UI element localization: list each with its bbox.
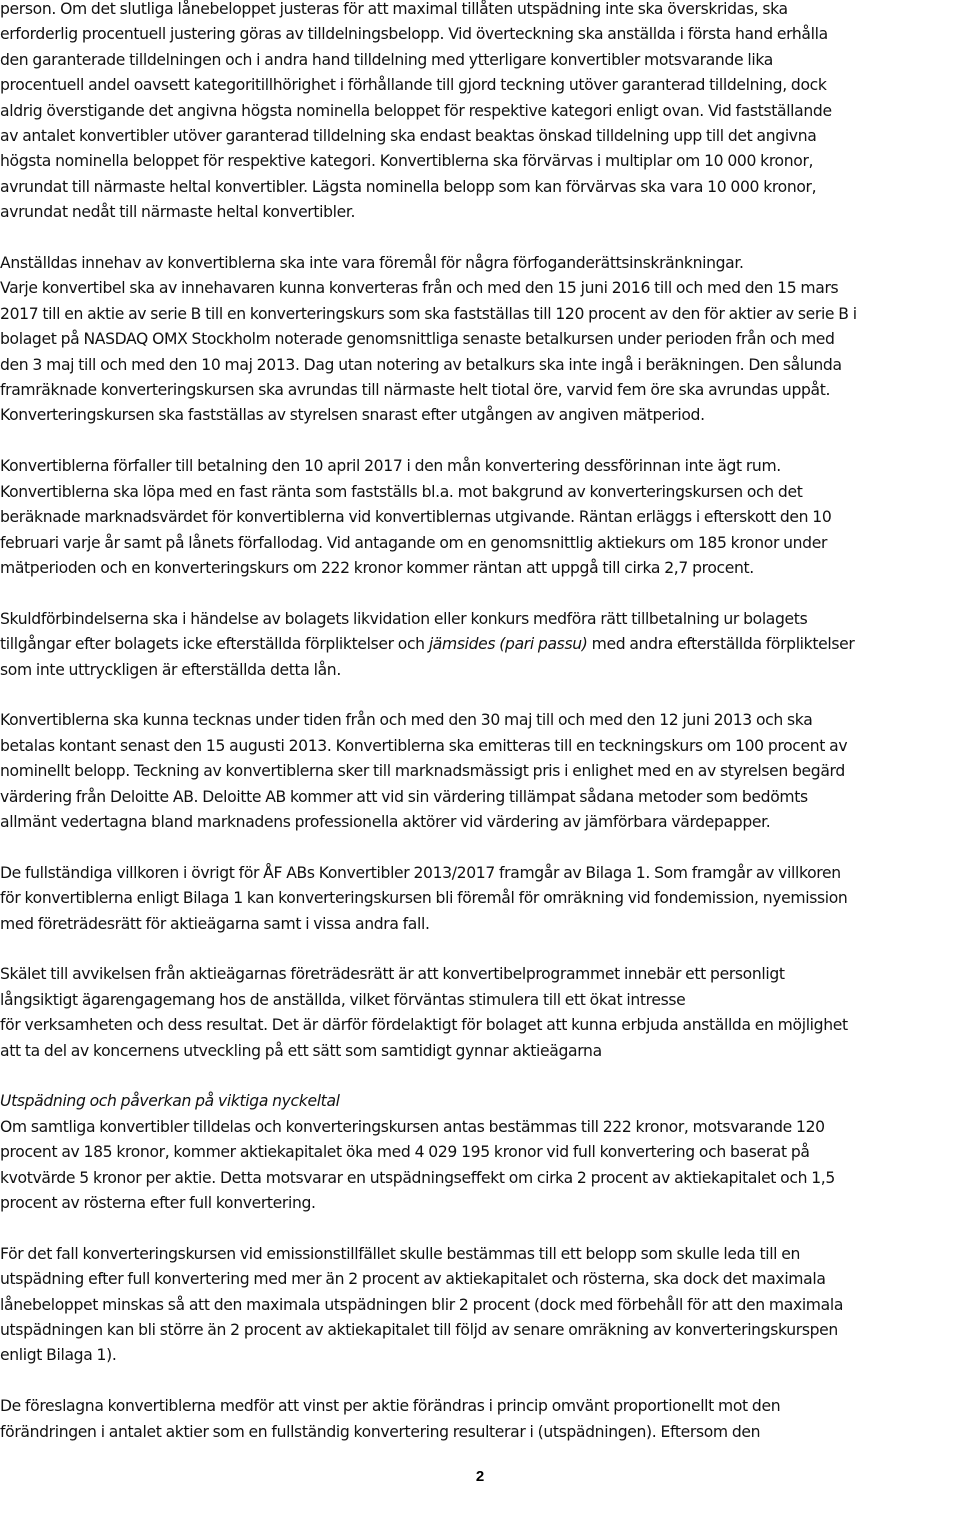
text-line: betalas kontant senast den 15 augusti 2013. Konvertiblerna ska emitteras till en teckningskurs om 100 procent av <box>0 736 848 755</box>
italic-phrase: jämsides (pari passu) <box>428 635 588 654</box>
paragraph-ranking <box>0 607 958 683</box>
text-line: bolaget på NASDAQ OMX Stockholm noterade genomsnittliga senaste betalkursen under perioden från och med <box>0 330 835 349</box>
text-line: att ta del av koncernens utveckling på ett sätt som samtidigt gynnar aktieägarna <box>0 1041 602 1060</box>
text-line: person. Om det slutliga lånebeloppet justeras för att maximal tillåten utspädning inte ska överskridas, ska <box>0 0 788 18</box>
text-line: med företrädesrätt för aktieägarna samt i vissa andra fall. <box>0 914 430 933</box>
text-line: långsiktigt ägarengagemang hos de anställda, vilket förväntas stimulera till ett ökat intresse <box>0 990 686 1009</box>
paragraph-rationale <box>0 962 958 1064</box>
paragraph-restrictions <box>0 251 958 276</box>
paragraph-conversion <box>0 276 958 428</box>
text-line: avrundat till närmaste heltal konvertibler. Lägsta nominella belopp som kan förvärvas ska vara 10 000 kronor, <box>0 177 817 196</box>
text-line: procent av 185 kronor, kommer aktiekapitalet öka med 4 029 195 kronor vid full konvertering och baserat på <box>0 1143 810 1162</box>
text-line: lånebeloppet minskas så att den maximala utspädningen blir 2 procent (dock med förbehåll för att den maximala <box>0 1295 844 1314</box>
paragraph-dilution-cap <box>0 1242 958 1369</box>
text-line: högsta nominella beloppet för respektive kategori. Konvertiblerna ska förvärvas i multiplar om 10 000 kronor, <box>0 152 814 171</box>
text-line: aldrig överstigande det angivna högsta nominella beloppet för respektive kategori enligt ovan. Vid fastställande <box>0 101 832 120</box>
text-segment: med andra efterställda förpliktelser <box>587 635 855 654</box>
text-line: För det fall konverteringskursen vid emissionstillfället skulle bestämmas till ett belopp som skulle leda till en <box>0 1244 801 1263</box>
text-line: enligt Bilaga 1). <box>0 1346 117 1365</box>
text-line: erforderlig procentuell justering göras av tilldelningsbelopp. Vid överteckning ska anställda i första hand erhålla <box>0 25 828 44</box>
section-heading <box>0 1089 958 1114</box>
text-line: De fullständiga villkoren i övrigt för ÅF ABs Konvertibler 2013/2017 framgår av Bilaga 1. Som framgår av villkoren <box>0 863 841 882</box>
text-line: avrundat nedåt till närmaste heltal konvertibler. <box>0 203 356 222</box>
paragraph-maturity <box>0 454 958 581</box>
text-line: De föreslagna konvertiblerna medför att vinst per aktie förändras i princip omvänt proportionellt mot den <box>0 1397 781 1416</box>
text-line: kvotvärde 5 kronor per aktie. Detta motsvarar en utspädningseffekt om cirka 2 procent av aktiekapitalet och 1,5 <box>0 1168 835 1187</box>
paragraph-subscription <box>0 708 958 835</box>
paragraph-terms <box>0 861 958 937</box>
text-line: den garanterade tilldelningen och i andra hand tilldelning med ytterligare konvertibler motsvarande lika <box>0 50 773 69</box>
text-line: värdering från Deloitte AB. Deloitte AB kommer att vid sin värdering tillämpat sådana metoder som bedömts <box>0 787 808 806</box>
text-line: av antalet konvertibler utöver garanterad tilldelning ska endast beaktas önskad tilldelning upp till det angivna <box>0 127 817 146</box>
text-line: 2017 till en aktie av serie B till en konverteringskurs som ska fastställas till 120 procent av den för aktier av serie B i <box>0 304 857 323</box>
text-line: allmänt vedertagna bland marknadens professionella aktörer vid värdering av jämförbara värdepapper. <box>0 812 771 831</box>
text-line: Konvertiblerna ska löpa med en fast ränta som fastställs bl.a. mot bakgrund av konverteringskursen och det <box>0 482 803 501</box>
text-line: Konvertiblerna förfaller till betalning den 10 april 2017 i den mån konvertering dessförinnan inte ägt rum. <box>0 457 781 476</box>
text-line: Om samtliga konvertibler tilldelas och konverteringskursen antas bestämmas till 222 kronor, motsvarande 120 <box>0 1117 825 1136</box>
text-line-mixed <box>0 632 958 657</box>
text-line: utspädning efter full konvertering med mer än 2 procent av aktiekapitalet och rösterna, ska dock det maximala <box>0 1270 826 1289</box>
text-segment: tillgångar efter bolagets icke efterställda förpliktelser och <box>0 635 429 654</box>
text-line: Varje konvertibel ska av innehavaren kunna konverteras från och med den 15 juni 2016 till och med den 15 mars <box>0 279 839 298</box>
text-line: som inte uttryckligen är efterställda detta lån. <box>0 660 341 679</box>
text-line: framräknade konverteringskursen ska avrundas till närmaste helt tiotal öre, varvid fem öre ska avrundas uppåt. <box>0 381 831 400</box>
heading-text: Utspädning och påverkan på viktiga nyckeltal <box>0 1092 340 1111</box>
text-line: Skälet till avvikelsen från aktieägarnas företrädesrätt är att konvertibelprogrammet innebär ett personligt <box>0 965 785 984</box>
text-line: för verksamheten och dess resultat. Det är därför fördelaktigt för bolaget att kunna erbjuda anställda en möjlighet <box>0 1016 848 1035</box>
text-line: Skuldförbindelserna ska i händelse av bolagets likvidation eller konkurs medföra rätt tillbetalning ur bolagets <box>0 609 808 628</box>
text-line: procent av rösterna efter full konvertering. <box>0 1193 316 1212</box>
text-line: februari varje år samt på lånets förfallodag. Vid antagande om en genomsnittlig aktiekurs om 185 kronor under <box>0 533 828 552</box>
text-line: Konverteringskursen ska fastställas av styrelsen snarast efter utgången av angiven mätperiod. <box>0 406 705 425</box>
text-line: den 3 maj till och med den 10 maj 2013. Dag utan notering av betalkurs ska inte ingå i beräkningen. Den sålunda <box>0 355 842 374</box>
text-line: beräknade marknadsvärdet för konvertiblerna vid konvertiblernas utgivande. Räntan erläggs i efterskott den 10 <box>0 508 832 527</box>
paragraph-allocation <box>0 0 958 226</box>
text-line: för konvertiblerna enligt Bilaga 1 kan konverteringskursen bli föremål för omräkning vid fondemission, nyemission <box>0 889 848 908</box>
text-line: Konvertiblerna ska kunna tecknas under tiden från och med den 30 maj till och med den 12 juni 2013 och ska <box>0 711 813 730</box>
text-line: förändringen i antalet aktier som en fullständig konvertering resulterar i (utspädningen). Eftersom den <box>0 1422 761 1441</box>
text-line: procentuell andel oavsett kategoritillhörighet i förhållande till gjord teckning utöver garanterad tilldelning, dock <box>0 76 827 95</box>
paragraph-eps <box>0 1394 958 1445</box>
text-line: nominellt belopp. Teckning av konvertiblerna sker till marknadsmässigt pris i enlighet med en av styrelsen begärd <box>0 762 845 781</box>
page-number: 2 <box>475 1468 485 1485</box>
paragraph-dilution <box>0 1115 958 1217</box>
text-line: mätperioden och en konverteringskurs om 222 kronor kommer räntan att uppgå till cirka 2,7 procent. <box>0 558 754 577</box>
text-line: Anställdas innehav av konvertiblerna ska inte vara föremål för några förfoganderättsinskränkningar. <box>0 254 744 273</box>
text-line: utspädningen kan bli större än 2 procent av aktiekapitalet till följd av senare omräkning av konverteringskurspen <box>0 1321 838 1339</box>
